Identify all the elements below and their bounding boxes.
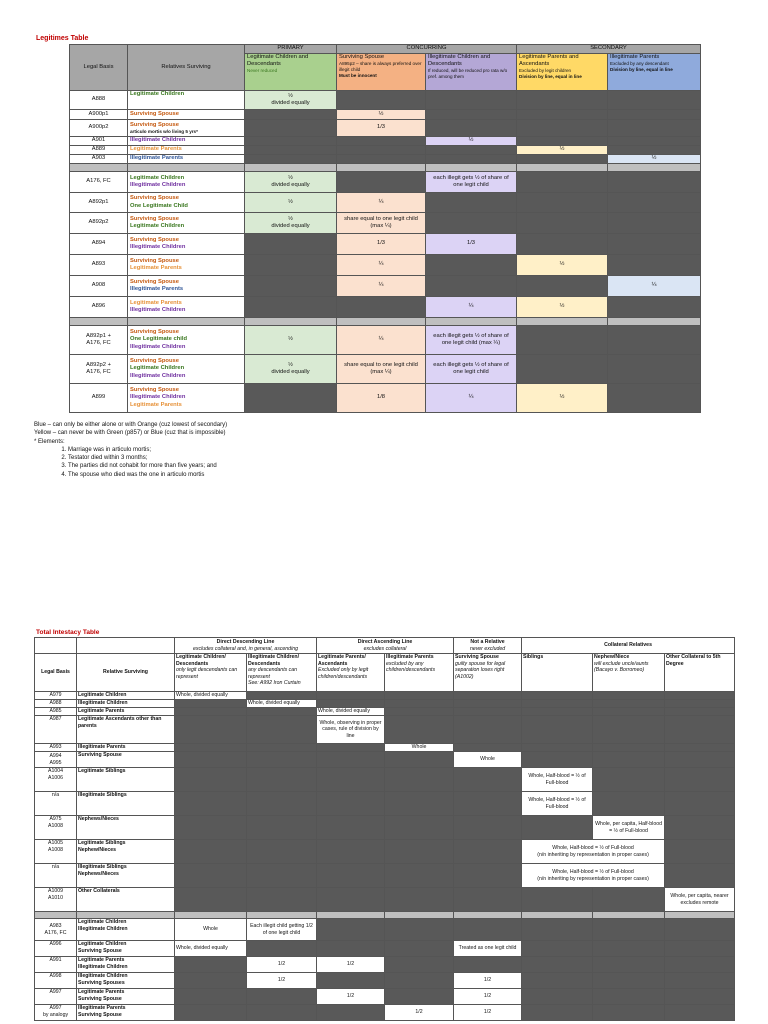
relative-name: Surviving Spouse — [130, 329, 179, 336]
legal-basis-cell: A991 — [35, 957, 77, 973]
share-cell — [245, 355, 337, 384]
legal-basis-cell: A903 — [70, 155, 128, 164]
relative-cell: Surviving Spouse — [77, 752, 175, 768]
relative-name: Surviving Spouse — [130, 195, 179, 202]
group-direct-descending — [175, 638, 317, 654]
table-row — [70, 137, 701, 146]
relative-name: Legitimate Parents — [130, 265, 182, 271]
col-note: A895p2 – share is always preferred over illegit child — [339, 61, 422, 72]
list-item: 2. Testator died within 3 months; — [68, 454, 227, 462]
col-legit-children — [245, 54, 337, 91]
table-row — [35, 708, 735, 716]
col-title: Illegitimate Parents — [610, 54, 660, 60]
table-row — [35, 973, 735, 989]
relative-cell — [77, 919, 175, 941]
relative-name: Illegitimate Children — [130, 244, 186, 250]
legal-basis-cell: A908 — [70, 276, 128, 297]
legal-basis: A1008 — [47, 822, 63, 829]
legal-basis-cell: A979 — [35, 692, 77, 700]
header-concurring: CONCURRING — [337, 45, 517, 54]
table-row — [35, 816, 735, 840]
share-cell: 1/3 — [426, 234, 517, 255]
share-cell — [245, 213, 337, 234]
share-cell: ¼ — [426, 297, 517, 318]
header-legal-basis: Legal Basis — [35, 654, 77, 692]
notes — [34, 421, 227, 479]
col-nephew-niece — [593, 654, 665, 692]
share-cell: ½ — [426, 137, 517, 146]
relative-name: Illegitimate Children — [78, 925, 128, 932]
header-relative: Relative Surviving — [77, 654, 175, 692]
relative-name: Legitimate Children — [130, 365, 185, 372]
table-row — [35, 792, 735, 816]
table-row — [70, 355, 701, 384]
relative-name: Legitimate Parents — [78, 957, 125, 963]
legal-basis-cell: A998 — [35, 973, 77, 989]
relative-cell — [77, 864, 175, 888]
col-illegit-children — [247, 654, 317, 692]
table-row — [70, 120, 701, 137]
relative-cell — [128, 297, 245, 318]
note-line: Blue – can only be either alone or with Orange (cuz lowest of secondary) — [34, 422, 228, 428]
note-line: * Elements: — [34, 438, 65, 445]
legal-basis: A975 — [49, 816, 62, 822]
legitimes-table — [69, 44, 701, 413]
col-note: Excluded only by legit children/descendants — [318, 667, 369, 680]
relative-name: Illegitimate Children — [130, 343, 186, 350]
table-row — [70, 213, 701, 234]
col-legit-children — [175, 654, 247, 692]
legal-basis-cell: A988 — [35, 700, 77, 708]
share-cell: each illegit gets ½ of share of one legit child — [426, 355, 517, 384]
relative-cell — [128, 326, 245, 355]
share-cell: ¼ — [337, 326, 426, 355]
table-row — [70, 234, 701, 255]
col-note: Division by line, equal in line — [610, 66, 673, 72]
share-cell: ½ — [517, 146, 608, 155]
share-cell: Whole, Half-blood = ½ of Full-blood — [522, 792, 593, 816]
share-cell: ¼ — [426, 384, 517, 413]
list-item: 1. Marriage was in articulo mortis; — [68, 446, 227, 454]
table-row — [35, 919, 735, 941]
col-illegit-children — [426, 54, 517, 91]
relative-note: articulo mortis w/o living 5 yrs* — [130, 128, 198, 134]
legal-basis-cell: A888 — [70, 91, 128, 110]
legal-basis-cell — [35, 1005, 77, 1021]
share-value: ½ — [288, 92, 293, 99]
relative-name: Legitimate Children — [78, 919, 127, 925]
share-cell: Whole, divided equally — [175, 941, 247, 957]
relative-name: Surviving Spouses — [78, 979, 125, 986]
share-cell: Whole, divided equally — [317, 708, 385, 716]
group-note: excludes collateral — [363, 645, 407, 652]
relative-name: Surviving Spouse — [130, 121, 179, 128]
group-not-relative — [454, 638, 522, 654]
relative-cell: Nephews/Nieces — [77, 816, 175, 840]
relative-cell — [77, 840, 175, 864]
intestacy-table — [34, 637, 735, 1021]
share-cell: ½ — [245, 193, 337, 213]
share-cell: ½ — [517, 297, 608, 318]
col-note: will exclude uncle/aunts (Bacayo v. Borromeo) — [594, 660, 649, 673]
share-note: divided equally — [271, 100, 310, 106]
relative-cell — [128, 213, 245, 234]
relative-cell — [128, 120, 245, 137]
header-relatives-surviving: Relatives Surviving — [128, 45, 245, 91]
share-cell: 1/3 — [337, 234, 426, 255]
legal-basis-cell — [35, 768, 77, 792]
relative-name: Surviving Spouse — [130, 278, 179, 285]
share-note: (n/n inheriting by representation in proper cases) — [537, 875, 649, 882]
relative-cell — [128, 276, 245, 297]
table-row — [70, 146, 701, 155]
relative-name: Legitimate Children — [130, 174, 185, 181]
relative-name: Legitimate Children — [78, 941, 127, 947]
legal-basis: A1006 — [47, 774, 63, 781]
share-cell: 1/2 — [454, 1005, 522, 1021]
legal-basis: A892p2 + — [86, 361, 111, 368]
legal-basis-cell — [70, 326, 128, 355]
col-title: Surviving Spouse — [455, 654, 499, 660]
share-cell: ¼ — [608, 276, 701, 297]
relative-name: Legitimate Parents — [130, 299, 182, 306]
share-cell: 1/2 — [247, 973, 317, 989]
relative-name: Legitimate Parents — [78, 989, 125, 995]
relative-cell: Other Collaterals — [77, 888, 175, 912]
share-note: divided equally — [271, 369, 310, 375]
table-row — [70, 326, 701, 355]
legal-basis: A176, FC — [86, 369, 111, 375]
note-line: Yellow – can never be with Green (p857) or Blue (cuz that is impossible) — [34, 430, 226, 437]
relative-cell: Illegitimate Children — [128, 137, 245, 146]
relative-cell: Legitimate Ascendants other than parents — [77, 716, 175, 744]
relative-name: Surviving Spouse — [78, 947, 122, 954]
legal-basis: A1010 — [47, 894, 63, 901]
col-legit-parents — [317, 654, 385, 692]
relative-cell — [128, 234, 245, 255]
relative-name: Nephews/Nieces — [78, 870, 119, 877]
relative-cell: Surviving Spouse — [128, 110, 245, 120]
col-title: Legitimate Children/ Descendants — [176, 654, 226, 667]
list-item: 4. The spouse who died was the one in articulo mortis — [68, 471, 227, 479]
header-primary: PRIMARY — [245, 45, 337, 54]
share-cell: 1/2 — [385, 1005, 454, 1021]
legal-basis-cell: A899 — [70, 384, 128, 413]
share-cell: Each illegit child getting 1/2 of one legit child — [247, 919, 317, 941]
share-cell: 1/2 — [454, 989, 522, 1005]
legal-basis: by analogy — [42, 1011, 69, 1018]
relative-name: Surviving Spouse — [130, 236, 179, 243]
col-title: Illegitimate Parents — [386, 654, 434, 660]
table-row — [70, 172, 701, 193]
legal-basis: A176, FC — [86, 340, 111, 346]
col-note: Never reduced — [247, 68, 278, 74]
col-note: guilty spouse for legal separation loses right (A1002) — [455, 660, 506, 680]
legal-basis-cell: A996 — [35, 941, 77, 957]
share-cell: 1/2 — [247, 957, 317, 973]
share-cell: Whole, per capita, nearer excludes remote — [665, 888, 735, 912]
legal-basis-cell: A901 — [70, 137, 128, 146]
relative-cell: Legitimate Children — [128, 91, 245, 110]
share-cell: Whole, observing in proper cases, rule of division by line — [317, 716, 385, 744]
share-value: ½ — [288, 174, 293, 181]
relative-cell — [128, 384, 245, 413]
share-cell: ½ — [517, 255, 608, 276]
legal-basis-cell: n/a — [35, 792, 77, 816]
col-title: Surviving Spouse — [339, 54, 385, 60]
legal-basis-cell: A894 — [70, 234, 128, 255]
table-row — [35, 716, 735, 744]
share-cell: 1/2 — [317, 957, 385, 973]
relative-cell — [128, 172, 245, 193]
share-cell: 1/3 — [337, 120, 426, 137]
table-row — [35, 941, 735, 957]
relative-name: Surviving Spouse — [78, 1011, 122, 1018]
relative-name: One Legitimate child — [130, 336, 188, 343]
legal-basis-cell — [35, 840, 77, 864]
group-collateral: Collateral Relatives — [522, 638, 735, 654]
relative-name: Illegitimate Children — [130, 372, 186, 379]
col-title: Legitimate Children and Descendants — [247, 54, 309, 68]
legal-basis: A983 — [49, 923, 62, 929]
table-row — [70, 155, 701, 164]
relative-name: One Legitimate Child — [130, 202, 188, 209]
table-row — [35, 1005, 735, 1021]
table-row — [35, 752, 735, 768]
relative-name: Illegitimate Children — [78, 963, 128, 970]
legal-basis-cell: A993 — [35, 744, 77, 752]
relative-cell: Illegitimate Parents — [128, 155, 245, 164]
relative-name: Illegitimate Siblings — [78, 864, 127, 870]
relative-cell: Illegitimate Siblings — [77, 792, 175, 816]
share-cell: ½ — [608, 155, 701, 164]
legal-basis-cell — [35, 752, 77, 768]
legal-basis-cell: A987 — [35, 716, 77, 744]
share-cell: 1/2 — [317, 989, 385, 1005]
legal-basis-cell: A985 — [35, 708, 77, 716]
relative-name: Legitimate Children — [130, 223, 185, 229]
share-cell — [522, 864, 665, 888]
table-row — [35, 864, 735, 888]
share-cell: Whole, per capita, Half-blood = ½ of Full-blood — [593, 816, 665, 840]
table-row — [35, 700, 735, 708]
col-note: Division by line, equal in line — [519, 74, 582, 80]
group-note: never excluded — [469, 645, 506, 652]
col-legit-parents — [517, 54, 608, 91]
share-cell — [522, 840, 665, 864]
share-cell: Whole — [454, 752, 522, 768]
legitimes-title: Legitimes Table — [36, 35, 89, 42]
relative-name: Illegitimate Parents — [78, 1005, 126, 1011]
share-cell: Whole, divided equally — [175, 692, 247, 700]
legal-basis-cell — [35, 919, 77, 941]
share-cell: Whole — [385, 744, 454, 752]
share-cell: Whole — [175, 919, 247, 941]
share-cell: ½ — [245, 326, 337, 355]
relative-cell: Illegitimate Children — [77, 700, 175, 708]
relative-cell — [77, 989, 175, 1005]
group-note: excludes collateral and, in general, ascending — [193, 645, 298, 652]
legal-basis: A995 — [49, 759, 62, 766]
col-title: Legitimate Parents/ Ascendants — [318, 654, 366, 667]
col-siblings: Siblings — [522, 654, 593, 692]
share-cell: 1/8 — [337, 384, 426, 413]
relative-name: Surviving Spouse — [130, 358, 179, 365]
relative-cell — [77, 1005, 175, 1021]
relative-cell — [128, 255, 245, 276]
share-cell: each illegit gets ½ of share of one legit child (max ¼) — [426, 326, 517, 355]
relative-cell: Legitimate Siblings — [77, 768, 175, 792]
relative-cell — [77, 957, 175, 973]
table-row — [70, 110, 701, 120]
col-title: Legitimate Parents and Ascendants — [519, 54, 579, 68]
table-row — [70, 384, 701, 413]
relative-name: Surviving Spouse — [130, 215, 179, 222]
col-surviving-spouse — [454, 654, 522, 692]
table-row — [35, 692, 735, 700]
share-value: Whole, Half-blood = ½ of Full-blood — [552, 845, 634, 851]
share-cell: Whole, divided equally — [247, 700, 317, 708]
legal-basis: A1008 — [47, 846, 63, 853]
table-row — [70, 297, 701, 318]
relative-name: Surviving Spouse — [78, 995, 122, 1002]
share-cell: 1/2 — [454, 973, 522, 989]
relative-name: Illegitimate Children — [130, 394, 186, 401]
share-value: ½ — [288, 215, 293, 222]
relative-cell — [128, 193, 245, 213]
col-illegit-parents — [385, 654, 454, 692]
col-title: Illegitimate Children/ Descendants — [248, 654, 300, 667]
share-cell: ¼ — [337, 276, 426, 297]
share-cell: ½ — [517, 384, 608, 413]
share-cell: ¼ — [337, 255, 426, 276]
col-note: Excluded by legit children — [519, 68, 572, 74]
group-title: Not a Relative — [470, 639, 505, 645]
relative-cell: Legitimate Children — [77, 692, 175, 700]
share-cell: Treated as one legit child — [454, 941, 522, 957]
table-row — [70, 91, 701, 110]
table-row — [35, 888, 735, 912]
relative-cell — [128, 355, 245, 384]
share-note: divided equally — [271, 182, 310, 188]
table-row — [70, 255, 701, 276]
relative-name: Illegitimate Parents — [130, 286, 184, 292]
col-note: only legit descendants can represent — [176, 667, 238, 680]
col-note: any descendants can represent — [248, 667, 298, 680]
relative-name: Illegitimate Children — [78, 973, 128, 979]
legal-basis-cell: n/a — [35, 864, 77, 888]
relative-cell: Legitimate Parents — [77, 708, 175, 716]
table-row — [35, 768, 735, 792]
list-item: 3. The parties did not cohabit for more than five years; and — [68, 462, 227, 470]
group-title: Direct Descending Line — [216, 639, 275, 645]
relative-name: Legitimate Siblings — [78, 840, 126, 846]
legal-basis-cell — [35, 888, 77, 912]
col-note: excluded by any children/descendants — [386, 660, 436, 673]
group-title: Direct Ascending Line — [357, 639, 413, 645]
col-surviving-spouse — [337, 54, 426, 91]
legal-basis: A997 — [49, 1005, 62, 1011]
share-cell: ¼ — [337, 193, 426, 213]
share-cell: share equal to one legit child (max ¼) — [337, 213, 426, 234]
relative-name: Surviving Spouse — [130, 387, 179, 394]
share-cell: ½ — [337, 110, 426, 120]
relative-name: Illegitimate Children — [130, 307, 186, 313]
header-legal-basis: Legal Basis — [70, 45, 128, 91]
legal-basis: A892p1 + — [86, 332, 111, 339]
relative-cell: Legitimate Parents — [128, 146, 245, 155]
legal-basis-cell: A997 — [35, 989, 77, 1005]
relative-cell — [77, 941, 175, 957]
share-value: ½ — [288, 361, 293, 368]
intestacy-title: Total Intestacy Table — [36, 629, 100, 636]
share-cell: Whole, Half-blood = ½ of Full-blood — [522, 768, 593, 792]
table-row — [35, 840, 735, 864]
header-secondary: SECONDARY — [517, 45, 701, 54]
col-title: Nephew/Niece — [594, 654, 630, 660]
relative-name: Illegitimate Children — [130, 182, 186, 188]
legal-basis: A1005 — [47, 840, 63, 846]
legal-basis-cell — [35, 816, 77, 840]
legal-basis: A176, FC — [44, 929, 67, 936]
table-row — [70, 193, 701, 213]
relative-name: Legitimate Parents — [130, 401, 182, 408]
col-note: See: A992 Iron Curtain — [248, 680, 301, 686]
legal-basis-cell: A889 — [70, 146, 128, 155]
legal-basis-cell: A900p1 — [70, 110, 128, 120]
col-illegit-parents — [608, 54, 701, 91]
group-direct-ascending — [317, 638, 454, 654]
elements-list — [34, 446, 227, 479]
col-note: Must be innocent — [339, 72, 377, 78]
col-note: If reduced, will be reduced pro rata w/o pref. among them — [428, 68, 508, 80]
legal-basis-cell: A900p2 — [70, 120, 128, 137]
share-note: divided equally — [271, 223, 310, 229]
legal-basis-cell: A896 — [70, 297, 128, 318]
table-row — [35, 989, 735, 1005]
col-other-collateral: Other Collateral to 5th Degree — [665, 654, 735, 692]
legal-basis-cell: A892p1 — [70, 193, 128, 213]
share-cell: share equal to one legit child (max ¼) — [337, 355, 426, 384]
legal-basis: A994 — [49, 753, 62, 759]
share-cell — [245, 172, 337, 193]
share-cell — [245, 91, 337, 110]
relative-name: Nephew/Nieces — [78, 846, 117, 853]
legal-basis: A1009 — [47, 888, 63, 894]
legal-basis-cell: A892p2 — [70, 213, 128, 234]
share-note: (n/n inheriting by representation in proper cases) — [537, 851, 649, 858]
relative-cell: Illegitimate Parents — [77, 744, 175, 752]
table-row — [70, 276, 701, 297]
legal-basis: A1004 — [47, 768, 63, 774]
legal-basis-cell: A893 — [70, 255, 128, 276]
share-cell: each illegit gets ½ of share of one legit child — [426, 172, 517, 193]
col-title: Illegitimate Children and Descendants — [428, 54, 491, 68]
share-value: Whole, Half-blood = ½ of Full-blood — [552, 869, 634, 875]
relative-name: Surviving Spouse — [130, 257, 179, 264]
legal-basis-cell — [70, 355, 128, 384]
relative-cell — [77, 973, 175, 989]
table-row — [35, 744, 735, 752]
table-row — [35, 957, 735, 973]
col-note: Excluded by any descendant — [610, 61, 669, 67]
legal-basis-cell: A176, FC — [70, 172, 128, 193]
